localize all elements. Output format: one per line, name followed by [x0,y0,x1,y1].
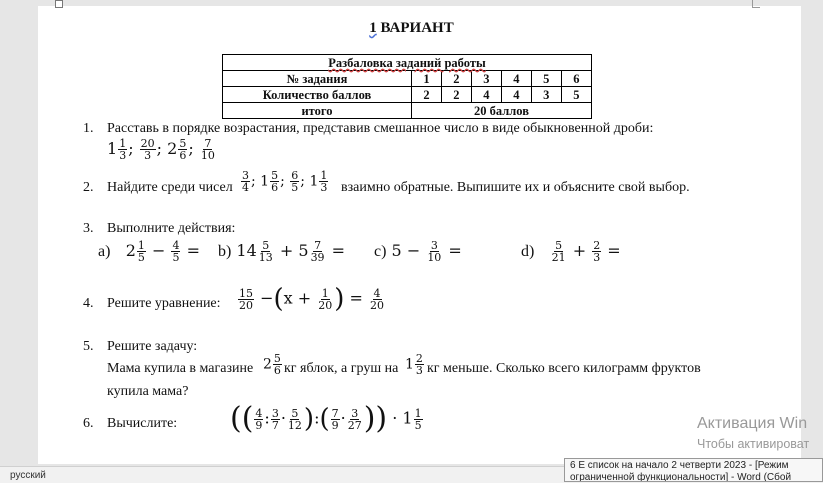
task-4-math: $\frac{15}{20}$ −(x + $\frac{1}{20}$ ) = $\frac{4}{20}$ [239,284,385,314]
table-row [223,103,592,119]
task-1-number: 1. [83,121,94,136]
table-cell: 6 [561,71,591,87]
table-cell: 2 [441,71,471,87]
task-2-number: 2. [83,180,94,195]
table-cell: 3 [471,71,501,87]
task-4-text: Решите уравнение: [107,296,221,311]
page-title: 1 ВАРИАНТ [369,20,454,36]
table-caption: Разбаловка заданий работы [328,55,486,70]
task-5-text: Решите задачу: [107,339,198,354]
task-3-text: Выполните действия: [107,221,236,236]
status-language[interactable]: русский [10,470,46,481]
task-6-number: 6. [83,416,94,431]
taskbar-tooltip: 6 Е список на начало 2 четверти 2023 - [Режим ограниченной функциональности] - Word (Сбой [564,458,823,482]
page-corner-marker [55,0,63,8]
task-3a-math: а) 2 $\frac{1}{5}$ − $\frac{4}{5}$ = [98,239,200,264]
table-cell: Количество баллов [223,87,412,103]
page-corner-marker-right [752,0,760,8]
task-3-number: 3. [83,221,94,236]
task-3b-math: b) 14 $\frac{5}{13}$ + 5 $\frac{7}{39}$ = [218,239,346,264]
activation-watermark-title: Активация Win [697,415,808,432]
task-5-apples-math: 2 $\frac{5}{6}$ [263,352,281,377]
task-3d-math: d) $\frac{5}{21}$ + $\frac{2}{3}$ = [521,239,621,264]
task-1-text: Расставь в порядке возрастания, представив смешанное число в виде обыкновенной дроби: [107,121,654,136]
task-5-pears-math: 1 $\frac{2}{3}$ [405,352,423,377]
task-5-line1-post: кг меньше. Сколько всего килограмм фруктов [427,361,701,376]
task-5-line2: купила мама? [107,384,189,399]
activation-watermark-text: Чтобы активироват [697,437,810,451]
table-cell-total: 20 баллов [412,103,592,119]
table-cell: 2 [441,87,471,103]
table-cell: 4 [471,87,501,103]
table-row [223,71,592,87]
table-cell: 4 [501,71,531,87]
table-row [223,55,592,71]
table-cell: 2 [412,87,442,103]
table-cell: 3 [531,87,561,103]
task-2-text-post: взаимно обратные. Выпишите их и объясните свой выбор. [341,180,690,195]
table-cell: итого [223,103,412,119]
task-5-line1-mid: кг яблок, а груш на [284,361,399,376]
table-cell: № задания [223,71,412,87]
task-1-math: 1 $\frac{1}{3}$ ; $\frac{20}{3}$ ; 2 $\frac{5}{6}$ ; $\frac{7}{10}$ [107,137,215,162]
task-5-number: 5. [83,339,94,354]
task-3c-math: c) 5 − $\frac{3}{10}$ = [374,239,462,264]
table-row [223,87,592,103]
points-table [222,54,592,119]
task-5-line1-pre: Мама купила в магазине [107,361,254,376]
table-cell: 4 [501,87,531,103]
table-cell: 1 [412,71,442,87]
task-2-text-pre: Найдите среди чисел [107,180,233,195]
task-2-math: $\frac{3}{4}$ ; 1 $\frac{5}{6}$ ; $\frac{6}{5}$ ; 1 $\frac{1}{3}$ [242,169,328,194]
task-4-number: 4. [83,296,94,311]
table-cell: 5 [531,71,561,87]
task-6-math: (( $\frac{4}{9}$ : $\frac{3}{7}$ · $\frac{5}{12}$ ):( $\frac{7}{9}$ · $\frac{3}{27}$ )) · 1 $\frac{1}{5}$ [230,401,422,436]
table-cell: 5 [561,87,591,103]
task-6-text: Вычислите: [107,416,178,431]
